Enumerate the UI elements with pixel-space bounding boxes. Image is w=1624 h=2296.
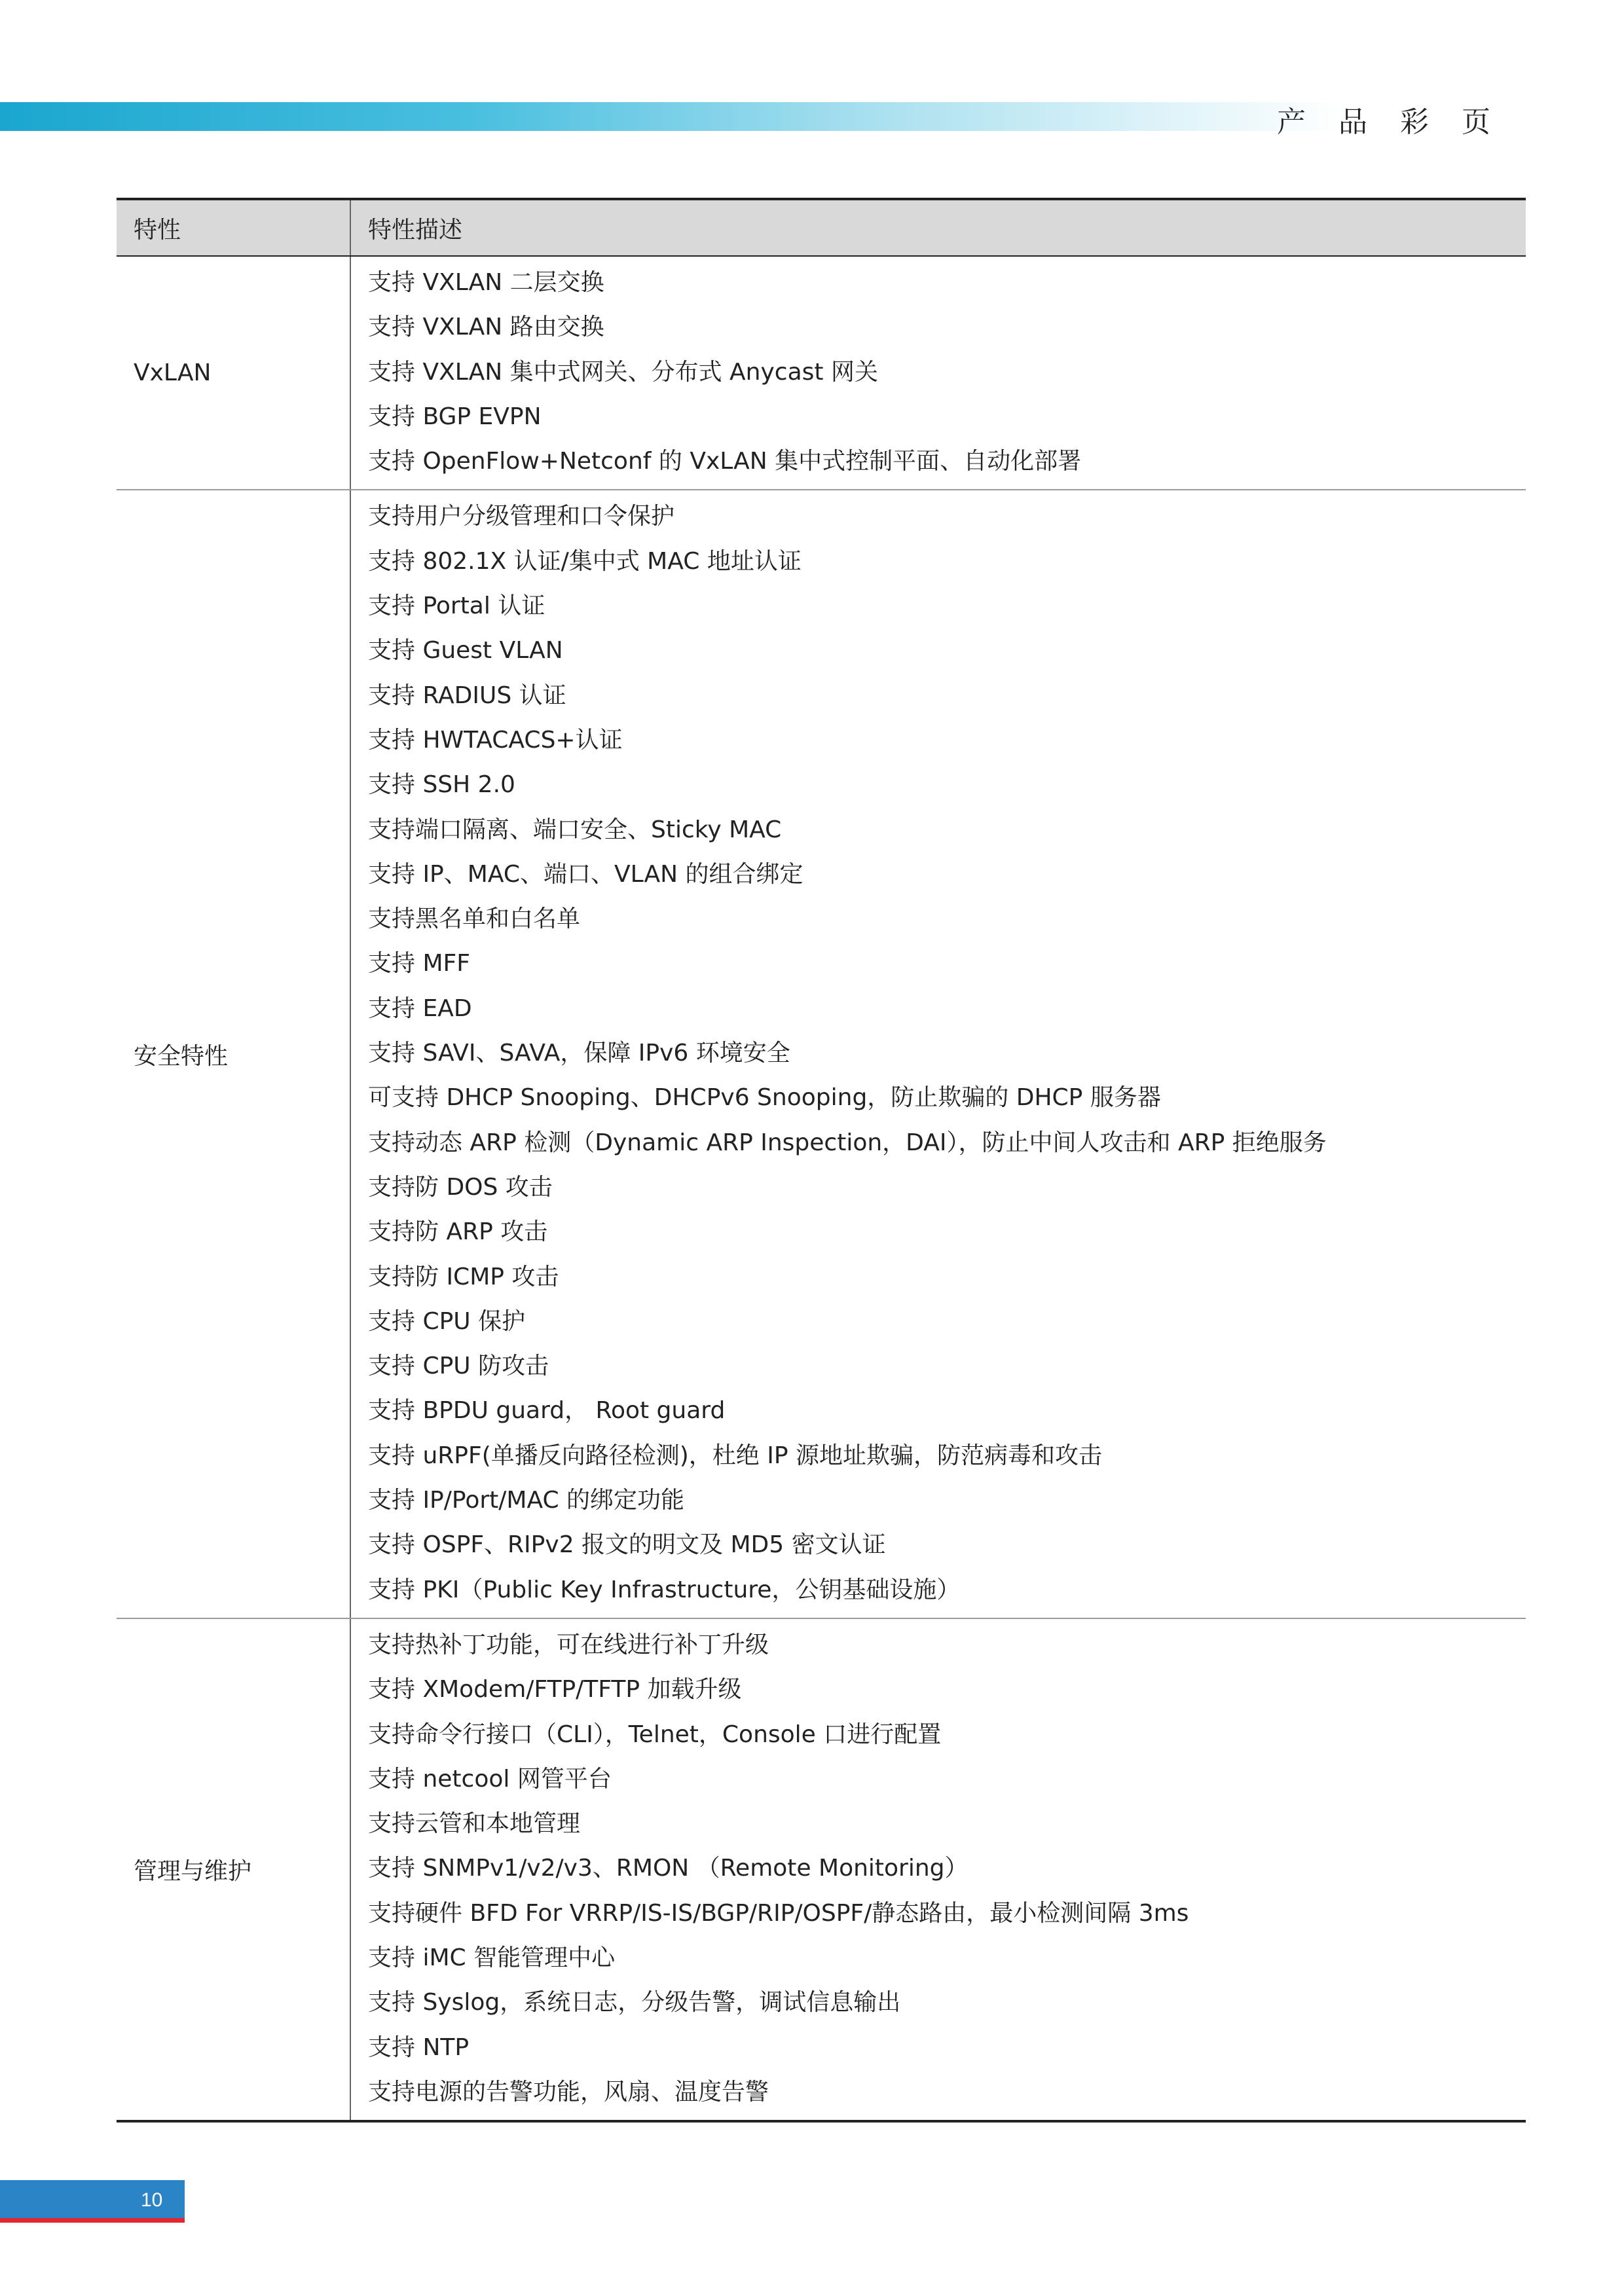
column-header-description: 特性描述 <box>350 199 1526 256</box>
description-item: 支持 XModem/FTP/TFTP 加载升级 <box>368 1676 742 1704</box>
description-item: 支持防 ARP 攻击 <box>368 1218 548 1246</box>
description-item: 支持 BGP EVPN <box>368 403 542 430</box>
description-item: 支持云管和本地管理 <box>368 1810 581 1838</box>
description-item: 支持 VXLAN 路由交换 <box>368 314 604 341</box>
description-item: 支持防 ICMP 攻击 <box>368 1263 559 1290</box>
description-item: 支持命令行接口（CLI），Telnet，Console 口进行配置 <box>368 1721 942 1748</box>
description-item: 支持 OpenFlow+Netconf 的 VxLAN 集中式控制平面、自动化部署 <box>368 448 1082 475</box>
description-item: 支持 CPU 防攻击 <box>368 1353 549 1380</box>
description-list <box>351 257 1526 489</box>
description-item: 支持 Guest VLAN <box>368 637 563 665</box>
description-item: 支持 CPU 保护 <box>368 1307 526 1335</box>
description-item: 支持 VXLAN 集中式网关、分布式 Anycast 网关 <box>368 358 878 386</box>
description-item: 支持 SSH 2.0 <box>368 771 515 799</box>
description-item: 支持 EAD <box>368 994 472 1022</box>
description-item: 支持 OSPF、RIPv2 报文的明文及 MD5 密文认证 <box>368 1531 886 1559</box>
feature-name: VxLAN <box>117 256 350 490</box>
description-item: 支持用户分级管理和口令保护 <box>368 503 675 530</box>
description-item: 支持 802.1X 认证/集中式 MAC 地址认证 <box>368 547 802 575</box>
description-item: 支持 IP/Port/MAC 的绑定功能 <box>368 1487 685 1514</box>
description-item: 支持 Syslog，系统日志，分级告警，调试信息输出 <box>368 1989 901 2016</box>
feature-group-vxlan <box>117 256 1526 490</box>
description-item: 支持 iMC 智能管理中心 <box>368 1944 616 1971</box>
description-item: 支持 netcool 网管平台 <box>368 1765 612 1793</box>
table-header-row <box>117 199 1526 256</box>
feature-name: 管理与维护 <box>117 1618 350 2121</box>
description-item: 支持硬件 BFD For VRRP/IS-IS/BGP/RIP/OSPF/静态路由，最小检测间隔 3ms <box>368 1899 1189 1927</box>
description-item: 支持 VXLAN 二层交换 <box>368 269 604 296</box>
description-item: 支持 Portal 认证 <box>368 592 545 620</box>
description-item: 支持电源的告警功能，风扇、温度告警 <box>368 2078 769 2105</box>
description-item: 支持 IP、MAC、端口、VLAN 的组合绑定 <box>368 860 803 888</box>
description-item: 支持 NTP <box>368 2033 470 2061</box>
description-item: 支持 PKI（Public Key Infrastructure，公钥基础设施） <box>368 1576 961 1603</box>
description-item: 支持 MFF <box>368 950 470 977</box>
description-item: 支持黑名单和白名单 <box>368 905 581 933</box>
description-item: 支持 BPDU guard， Root guard <box>368 1397 726 1425</box>
page-header-title: 产 品 彩 页 <box>1277 105 1502 139</box>
description-item: 支持动态 ARP 检测（Dynamic ARP Inspection，DAI），防止中间人攻击和 ARP 拒绝服务 <box>368 1129 1327 1156</box>
description-item: 支持热补丁功能，可在线进行补丁升级 <box>368 1631 769 1658</box>
description-item: 支持 RADIUS 认证 <box>368 682 566 709</box>
feature-description-cell <box>350 490 1526 1618</box>
description-item: 支持 uRPF(单播反向路径检测)，杜绝 IP 源地址欺骗，防范病毒和攻击 <box>368 1442 1102 1469</box>
page-number: 10 <box>141 2189 163 2211</box>
description-list <box>351 490 1526 1617</box>
feature-description-cell <box>350 1618 1526 2121</box>
column-header-feature: 特性 <box>117 199 350 256</box>
description-item: 支持端口隔离、端口安全、Sticky MAC <box>368 816 782 843</box>
feature-spec-table <box>117 198 1526 2123</box>
description-item: 支持 HWTACACS+认证 <box>368 726 623 754</box>
feature-description-cell <box>350 256 1526 490</box>
feature-group-security <box>117 490 1526 1618</box>
description-item: 支持 SNMPv1/v2/v3、RMON （Remote Monitoring） <box>368 1855 969 1882</box>
feature-group-management <box>117 1618 1526 2121</box>
feature-name: 安全特性 <box>117 490 350 1618</box>
description-item: 可支持 DHCP Snooping、DHCPv6 Snooping，防止欺骗的 DHCP 服务器 <box>368 1084 1161 1112</box>
header-decoration-band <box>0 102 1342 131</box>
description-item: 支持防 DOS 攻击 <box>368 1173 553 1201</box>
description-list <box>351 1619 1526 2120</box>
description-item: 支持 SAVI、SAVA，保障 IPv6 环境安全 <box>368 1040 790 1067</box>
